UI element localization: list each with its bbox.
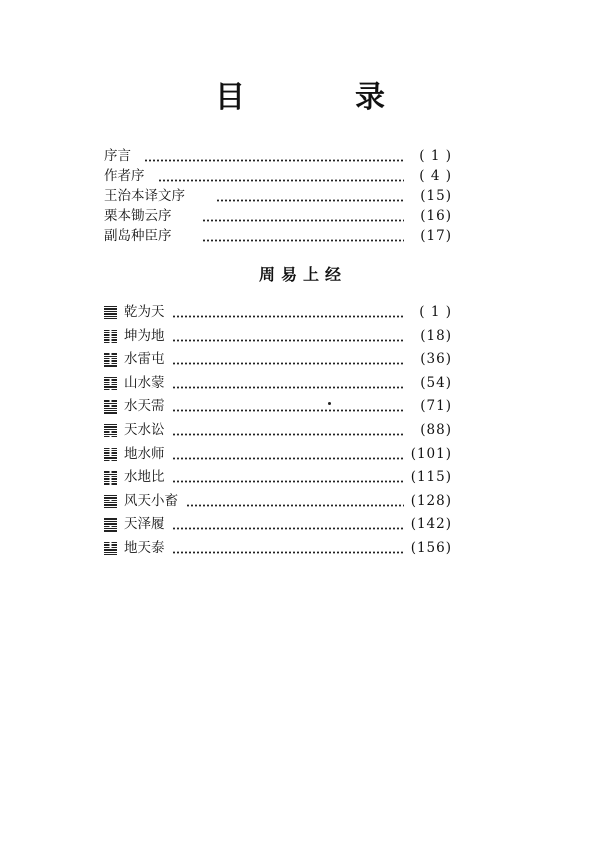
toc-entry-kurimoto-preface[interactable] [104, 206, 452, 226]
yin-line [104, 471, 117, 472]
yang-line [104, 549, 117, 550]
dot-leader [172, 527, 404, 530]
hexagram-icon [104, 353, 117, 367]
yang-line [104, 518, 117, 519]
yang-line [104, 426, 117, 427]
yin-line [104, 363, 117, 364]
hexagram-toc-list [104, 301, 452, 561]
toc-entry-page: ( 1 ) [419, 304, 452, 320]
toc-entry-title: 坤为地 [124, 325, 165, 349]
toc-entry-wang-preface[interactable] [104, 186, 452, 206]
dot-leader [202, 219, 404, 222]
print-speck [328, 402, 331, 405]
dot-leader [172, 433, 404, 436]
toc-entry-page: (17) [420, 228, 452, 244]
yin-line [104, 483, 117, 484]
hexagram-icon [104, 377, 117, 391]
yin-line [104, 436, 117, 437]
yin-line [104, 405, 117, 406]
toc-entry-hexagram[interactable] [104, 419, 452, 443]
yang-line [104, 316, 117, 317]
yin-line [104, 448, 117, 449]
yang-line [104, 504, 117, 505]
toc-entry-title: 栗本锄云序 [104, 208, 172, 224]
dot-leader [172, 480, 404, 483]
yin-line [104, 382, 117, 383]
dot-leader [172, 315, 404, 318]
toc-entry-title: 水地比 [124, 466, 165, 490]
toc-entry-page: (156) [410, 539, 452, 556]
yin-line [104, 337, 117, 338]
yin-line [104, 452, 117, 453]
toc-entry-hexagram[interactable] [104, 395, 452, 419]
hexagram-icon [104, 424, 117, 438]
yin-line [104, 389, 117, 390]
toc-entry-hexagram[interactable] [104, 466, 452, 490]
hexagram-icon [104, 471, 117, 485]
toc-entry-title: 地水师 [124, 443, 165, 467]
yin-line [104, 542, 117, 543]
yin-line [104, 450, 117, 451]
yang-line [104, 365, 117, 366]
yang-line [104, 356, 117, 357]
yin-line [104, 379, 117, 380]
toc-entry-hexagram[interactable] [104, 301, 452, 325]
yang-line [104, 313, 117, 314]
dot-leader [172, 457, 404, 460]
toc-entry-page: ( 4 ) [419, 168, 452, 184]
yin-line [104, 330, 117, 331]
yin-line [104, 476, 117, 477]
toc-entry-page: (142) [410, 516, 452, 533]
yin-line [104, 332, 117, 333]
dot-leader [144, 159, 404, 162]
toc-entry-page: (16) [420, 208, 452, 224]
toc-entry-hexagram[interactable] [104, 372, 452, 396]
yang-line [104, 311, 117, 312]
hexagram-icon [104, 330, 117, 344]
toc-entry-title: 王治本译文序 [104, 188, 185, 204]
dot-leader [172, 409, 404, 412]
toc-entry-page: (115) [410, 469, 452, 486]
yang-line [104, 306, 117, 307]
toc-entry-page: (15) [420, 188, 452, 204]
yin-line [104, 384, 117, 385]
yang-line [104, 434, 117, 435]
yang-line [104, 308, 117, 309]
yin-line [104, 334, 117, 335]
hexagram-icon [104, 306, 117, 320]
yang-line [104, 495, 117, 496]
yin-line [104, 339, 117, 340]
yang-line [104, 552, 117, 553]
dot-leader [172, 339, 404, 342]
yin-line [104, 478, 117, 479]
dot-leader [158, 179, 404, 182]
dot-leader [172, 551, 404, 554]
toc-entry-hexagram[interactable] [104, 490, 452, 514]
yin-line [104, 460, 117, 461]
toc-entry-hexagram[interactable] [104, 443, 452, 467]
toc-entry-title: 乾为天 [124, 301, 165, 325]
toc-entry-page: (128) [410, 492, 452, 509]
yang-line [104, 554, 117, 555]
hexagram-icon [104, 518, 117, 532]
yang-line [104, 403, 117, 404]
toc-entry-title: 天泽履 [124, 513, 165, 537]
section-heading: 周易上经 [258, 265, 347, 284]
toc-entry-title: 序言 [104, 148, 131, 164]
toc-entry-title: 风天小畜 [124, 490, 178, 514]
hexagram-icon [104, 495, 117, 509]
toc-entry-page: (71) [420, 398, 452, 415]
yin-line [104, 360, 117, 361]
toc-entry-hexagram[interactable] [104, 325, 452, 349]
dot-leader [186, 504, 404, 507]
toc-entry-page: (54) [420, 374, 452, 391]
dot-leader [202, 239, 404, 242]
toc-entry-page: (88) [420, 421, 452, 438]
yang-line [104, 408, 117, 409]
yin-line [104, 544, 117, 545]
yin-line [104, 353, 117, 354]
yang-line [104, 377, 117, 378]
toc-entry-page: (18) [420, 327, 452, 344]
toc-entry-hexagram[interactable] [104, 513, 452, 537]
yin-line [104, 358, 117, 359]
toc-entry-page: ( 1 ) [419, 148, 452, 164]
yin-line [104, 455, 117, 456]
toc-entry-title: 地天泰 [124, 537, 165, 561]
yang-line [104, 457, 117, 458]
dot-leader [172, 386, 404, 389]
hexagram-icon [104, 542, 117, 556]
toc-entry-page: (36) [420, 351, 452, 368]
yang-line [104, 429, 117, 430]
toc-entry-page: (101) [410, 445, 452, 462]
toc-entry-title: 水雷屯 [124, 348, 165, 372]
yin-line [104, 481, 117, 482]
yang-line [104, 410, 117, 411]
hexagram-icon [104, 400, 117, 414]
yin-line [104, 400, 117, 401]
toc-entry-hexagram[interactable] [104, 537, 452, 561]
yang-line [104, 528, 117, 529]
yang-line [104, 386, 117, 387]
toc-entry-title: 山水蒙 [124, 372, 165, 396]
yin-line [104, 500, 117, 501]
toc-entry-preface[interactable] [104, 146, 452, 166]
yin-line [104, 342, 117, 343]
yang-line [104, 497, 117, 498]
yang-line [104, 318, 117, 319]
toc-entry-title: 作者序 [104, 168, 145, 184]
page-title: 目 录 [215, 80, 425, 115]
toc-entry-title: 水天需 [124, 395, 165, 419]
dot-leader [172, 362, 404, 365]
yang-line [104, 502, 117, 503]
yang-line [104, 412, 117, 413]
yin-line [104, 526, 117, 527]
toc-entry-title: 副岛种臣序 [104, 228, 172, 244]
yang-line [104, 523, 117, 524]
yang-line [104, 507, 117, 508]
toc-entry-soejima-preface[interactable] [104, 226, 452, 246]
toc-entry-hexagram[interactable] [104, 348, 452, 372]
preface-toc-list [104, 146, 452, 246]
toc-entry-title: 天水讼 [124, 419, 165, 443]
yang-line [104, 474, 117, 475]
yin-line [104, 547, 117, 548]
yang-line [104, 424, 117, 425]
dot-leader [216, 199, 404, 202]
yang-line [104, 530, 117, 531]
yin-line [104, 431, 117, 432]
hexagram-icon [104, 448, 117, 462]
toc-entry-author-preface[interactable] [104, 166, 452, 186]
yang-line [104, 521, 117, 522]
